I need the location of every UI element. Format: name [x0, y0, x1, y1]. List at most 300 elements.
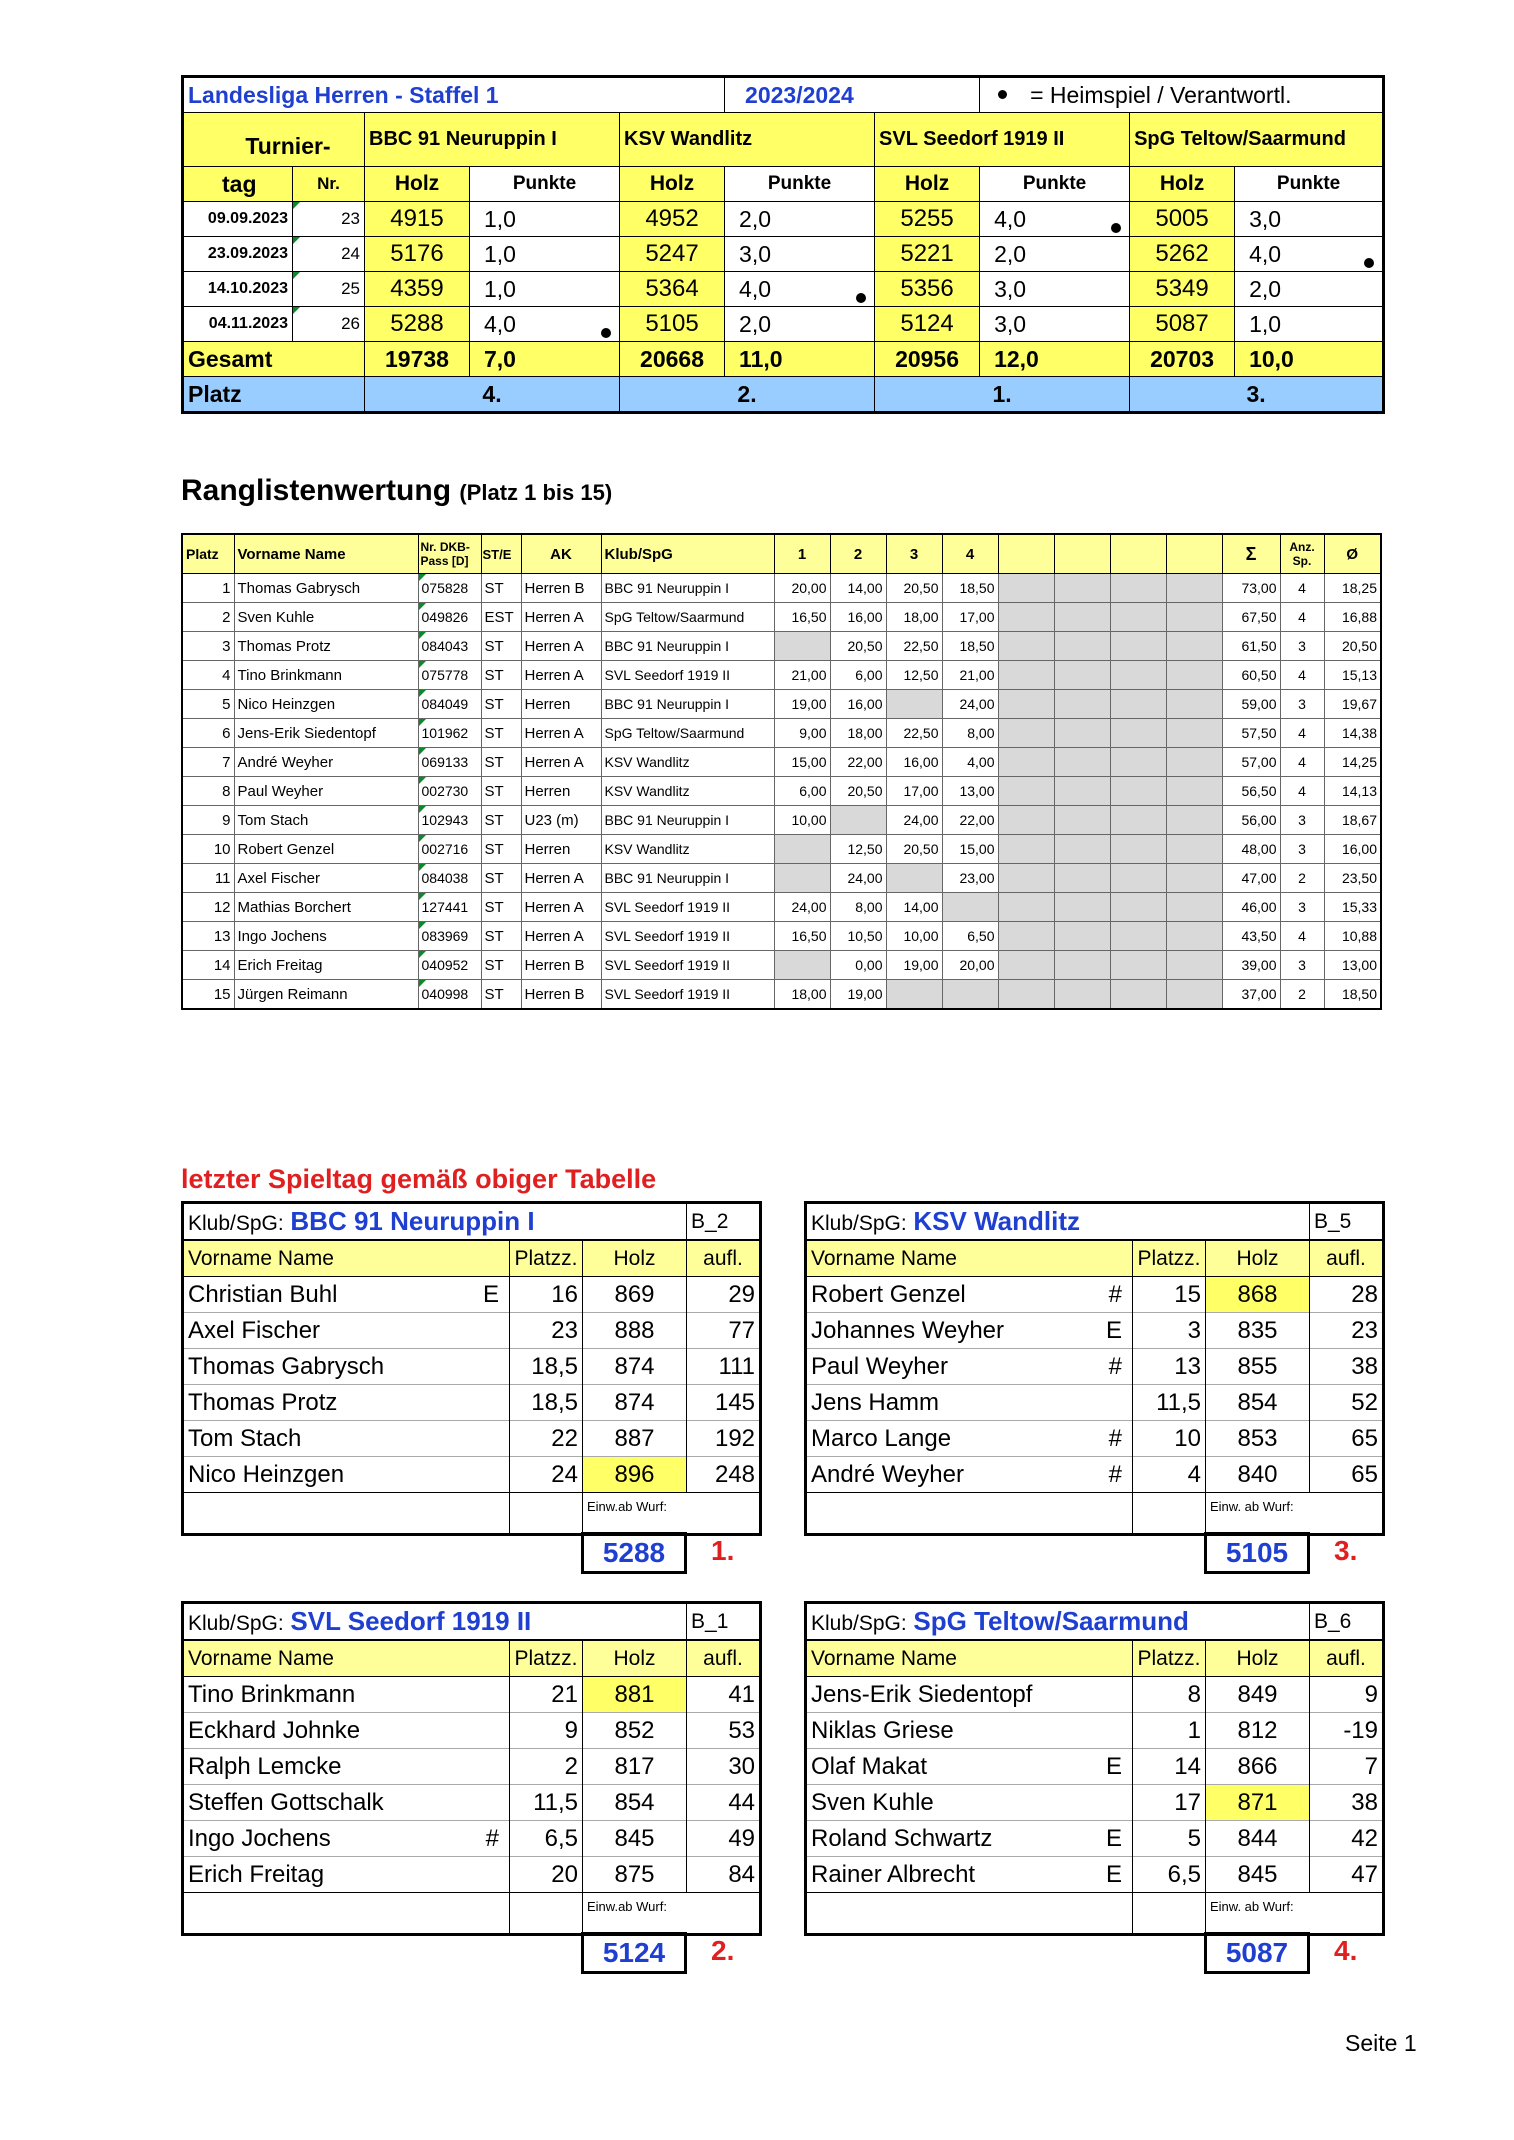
rank-empty — [1166, 835, 1222, 864]
rank-game-3: 22,50 — [886, 719, 942, 748]
rank-empty — [1166, 806, 1222, 835]
rank-avg: 13,00 — [1324, 951, 1381, 980]
player-aufl: 42 — [1310, 1821, 1384, 1857]
rank-st: ST — [481, 690, 521, 719]
rank-game-1: 10,00 — [774, 806, 830, 835]
comment-marker-icon — [419, 864, 426, 871]
player-name: Axel Fischer — [183, 1313, 510, 1349]
rank-empty — [1054, 951, 1110, 980]
player-aufl: 44 — [687, 1785, 761, 1821]
rank-avg: 16,00 — [1324, 835, 1381, 864]
col-platz: Platz — [182, 534, 234, 574]
rank-st: ST — [481, 893, 521, 922]
rank-empty — [1054, 835, 1110, 864]
standings-row — [183, 307, 1384, 342]
rank-game-2: 12,50 — [830, 835, 886, 864]
player-row — [183, 1749, 761, 1785]
ranking-row — [182, 748, 1381, 777]
rank-empty — [1110, 980, 1166, 1010]
player-name: Steffen Gottschalk — [183, 1785, 510, 1821]
rank-empty — [1110, 922, 1166, 951]
ranking-row — [182, 603, 1381, 632]
player-row — [183, 1785, 761, 1821]
rank-sum: 48,00 — [1222, 835, 1280, 864]
rank-game-4 — [942, 980, 998, 1010]
season: 2023/2024 — [725, 77, 980, 113]
rank-empty — [1166, 864, 1222, 893]
player-aufl: 29 — [687, 1277, 761, 1313]
rank-name: Tino Brinkmann — [234, 661, 418, 690]
rank-sum: 47,00 — [1222, 864, 1280, 893]
punkte-cell: 4,0 — [980, 202, 1130, 237]
rank-game-2 — [830, 806, 886, 835]
player-name: Jens Hamm — [806, 1385, 1133, 1421]
match-nr: 26 — [293, 307, 365, 342]
rank-ak: Herren A — [521, 864, 601, 893]
team-bid: B_1 — [687, 1603, 761, 1641]
player-aufl: 111 — [687, 1349, 761, 1385]
rank-empty — [1054, 864, 1110, 893]
foot-empty — [510, 1493, 583, 1535]
player-aufl: 7 — [1310, 1749, 1384, 1785]
rank-anz: 3 — [1280, 951, 1324, 980]
punkte-cell: 3,0 — [980, 307, 1130, 342]
holz-cell: 5005 — [1130, 202, 1235, 237]
holz-cell: 5087 — [1130, 307, 1235, 342]
col-g1: 1 — [774, 534, 830, 574]
platz-value: 1. — [875, 377, 1130, 413]
aufl-header: aufl. — [1310, 1640, 1384, 1677]
rank-empty — [1166, 603, 1222, 632]
holz-cell: 5364 — [620, 272, 725, 307]
rank-empty — [998, 922, 1054, 951]
player-aufl: 65 — [1310, 1457, 1384, 1493]
holz-cell: 5255 — [875, 202, 980, 237]
rank-empty — [1054, 777, 1110, 806]
punkte-cell: 4,0 — [470, 307, 620, 342]
tag-label: tag — [183, 167, 293, 202]
gesamt-label: Gesamt — [183, 342, 365, 377]
comment-marker-icon — [419, 690, 426, 697]
player-row — [183, 1857, 761, 1893]
rank-klub: BBC 91 Neuruppin I — [601, 690, 774, 719]
home-dot-icon — [1111, 223, 1121, 233]
rank-game-4 — [942, 893, 998, 922]
rank-name: Thomas Gabrysch — [234, 574, 418, 603]
rank-empty — [1110, 719, 1166, 748]
player-holz: 849 — [1206, 1677, 1310, 1713]
player-aufl: 38 — [1310, 1349, 1384, 1385]
rank-anz: 2 — [1280, 980, 1324, 1010]
rank-platz: 4 — [182, 661, 234, 690]
rank-empty — [1166, 951, 1222, 980]
player-holz: 869 — [583, 1277, 687, 1313]
rank-platz: 13 — [182, 922, 234, 951]
rank-empty — [1110, 748, 1166, 777]
player-mark: E — [1105, 1752, 1122, 1780]
team-title: Klub/SpG: BBC 91 Neuruppin I — [183, 1203, 687, 1241]
holz-cell: 5262 — [1130, 237, 1235, 272]
punkte-cell: 4,0 — [725, 272, 875, 307]
rank-empty — [1054, 719, 1110, 748]
holz-cell: 5105 — [620, 307, 725, 342]
player-platzz: 14 — [1133, 1749, 1206, 1785]
rank-empty — [998, 951, 1054, 980]
player-name: Olaf Makat E — [806, 1749, 1133, 1785]
rank-platz: 14 — [182, 951, 234, 980]
player-mark: # — [1108, 1352, 1122, 1380]
rank-klub: SVL Seedorf 1919 II — [601, 922, 774, 951]
rank-game-1 — [774, 864, 830, 893]
player-name: Nico Heinzgen — [183, 1457, 510, 1493]
rank-game-3 — [886, 980, 942, 1010]
player-holz: 844 — [1206, 1821, 1310, 1857]
player-aufl: 192 — [687, 1421, 761, 1457]
player-name: Paul Weyher # — [806, 1349, 1133, 1385]
rank-game-3: 14,00 — [886, 893, 942, 922]
player-row — [806, 1857, 1384, 1893]
comment-marker-icon — [419, 574, 426, 581]
standings-row — [183, 202, 1384, 237]
rank-ak: Herren A — [521, 893, 601, 922]
player-platzz: 13 — [1133, 1349, 1206, 1385]
rank-name: Jens-Erik Siedentopf — [234, 719, 418, 748]
player-platzz: 15 — [1133, 1277, 1206, 1313]
rank-st: ST — [481, 806, 521, 835]
punkte-cell: 1,0 — [470, 237, 620, 272]
platzz-header: Platzz. — [510, 1240, 583, 1277]
rank-game-2: 14,00 — [830, 574, 886, 603]
rank-empty — [1110, 690, 1166, 719]
player-platzz: 22 — [510, 1421, 583, 1457]
rank-anz: 4 — [1280, 777, 1324, 806]
col-g3: 3 — [886, 534, 942, 574]
rank-ak: Herren B — [521, 951, 601, 980]
gesamt-punkte: 12,0 — [980, 342, 1130, 377]
holz-cell: 5247 — [620, 237, 725, 272]
player-name: Johannes Weyher E — [806, 1313, 1133, 1349]
col-sum: Σ — [1222, 534, 1280, 574]
rank-name: Ingo Jochens — [234, 922, 418, 951]
team-total: 5288 — [581, 1532, 687, 1574]
rank-game-2: 6,00 — [830, 661, 886, 690]
col-ste: ST/E — [481, 534, 521, 574]
rank-game-2: 16,00 — [830, 603, 886, 632]
team-name: SVL Seedorf 1919 II — [290, 1606, 532, 1636]
rank-platz: 9 — [182, 806, 234, 835]
rank-klub: SpG Teltow/Saarmund — [601, 603, 774, 632]
rank-klub: SpG Teltow/Saarmund — [601, 719, 774, 748]
rank-empty — [1166, 980, 1222, 1010]
standings-row — [183, 272, 1384, 307]
player-platzz: 21 — [510, 1677, 583, 1713]
rank-ak: Herren A — [521, 748, 601, 777]
ranking-title: Ranglistenwertung (Platz 1 bis 15) — [181, 474, 613, 507]
rank-platz: 10 — [182, 835, 234, 864]
player-aufl: 28 — [1310, 1277, 1384, 1313]
rank-avg: 14,38 — [1324, 719, 1381, 748]
player-row — [806, 1785, 1384, 1821]
ranking-row — [182, 864, 1381, 893]
rank-game-3: 20,50 — [886, 835, 942, 864]
rank-empty — [1110, 777, 1166, 806]
rank-st: ST — [481, 632, 521, 661]
player-holz: 888 — [583, 1313, 687, 1349]
player-aufl: 53 — [687, 1713, 761, 1749]
player-holz: 853 — [1206, 1421, 1310, 1457]
rank-anz: 3 — [1280, 632, 1324, 661]
player-aufl: -19 — [1310, 1713, 1384, 1749]
player-platzz: 8 — [1133, 1677, 1206, 1713]
player-holz: 835 — [1206, 1313, 1310, 1349]
rank-name: André Weyher — [234, 748, 418, 777]
rank-empty — [998, 806, 1054, 835]
rank-game-1: 24,00 — [774, 893, 830, 922]
player-aufl: 49 — [687, 1821, 761, 1857]
rank-empty — [1054, 748, 1110, 777]
rank-anz: 3 — [1280, 893, 1324, 922]
rank-platz: 2 — [182, 603, 234, 632]
punkte-label: Punkte — [470, 167, 620, 202]
rank-sum: 43,50 — [1222, 922, 1280, 951]
player-name: Tom Stach — [183, 1421, 510, 1457]
einw-label: Einw.ab Wurf: — [583, 1493, 761, 1535]
ranking-row — [182, 835, 1381, 864]
player-aufl: 41 — [687, 1677, 761, 1713]
rank-empty — [1166, 574, 1222, 603]
platz-label: Platz — [183, 377, 365, 413]
team-lineup-table — [804, 1601, 1385, 1936]
rank-game-3: 22,50 — [886, 632, 942, 661]
player-name: Tino Brinkmann — [183, 1677, 510, 1713]
rank-game-3: 18,00 — [886, 603, 942, 632]
team-total: 5124 — [581, 1932, 687, 1974]
player-row — [806, 1821, 1384, 1857]
rank-empty — [1110, 661, 1166, 690]
ranking-row — [182, 719, 1381, 748]
rank-st: ST — [481, 719, 521, 748]
platzz-header: Platzz. — [1133, 1240, 1206, 1277]
rank-game-4: 20,00 — [942, 951, 998, 980]
player-holz: 852 — [583, 1713, 687, 1749]
rank-sum: 60,50 — [1222, 661, 1280, 690]
rank-sum: 56,50 — [1222, 777, 1280, 806]
player-platzz: 2 — [510, 1749, 583, 1785]
player-mark: E — [1105, 1824, 1122, 1852]
rank-game-4: 23,00 — [942, 864, 998, 893]
punkte-cell: 2,0 — [1235, 272, 1384, 307]
rank-anz: 4 — [1280, 922, 1324, 951]
rank-ak: U23 (m) — [521, 806, 601, 835]
gesamt-punkte: 7,0 — [470, 342, 620, 377]
comment-marker-icon — [293, 202, 300, 209]
rank-game-2: 16,00 — [830, 690, 886, 719]
player-aufl: 52 — [1310, 1385, 1384, 1421]
rank-st: ST — [481, 951, 521, 980]
team-bid: B_2 — [687, 1203, 761, 1241]
rank-game-3 — [886, 690, 942, 719]
holz-cell: 5356 — [875, 272, 980, 307]
comment-marker-icon — [293, 307, 300, 314]
comment-marker-icon — [419, 951, 426, 958]
player-name: Robert Genzel # — [806, 1277, 1133, 1313]
rank-klub: BBC 91 Neuruppin I — [601, 864, 774, 893]
rank-avg: 18,67 — [1324, 806, 1381, 835]
player-row — [806, 1385, 1384, 1421]
rank-game-1 — [774, 632, 830, 661]
player-holz: 874 — [583, 1349, 687, 1385]
comment-marker-icon — [419, 748, 426, 755]
rank-empty — [1110, 893, 1166, 922]
rank-st: ST — [481, 748, 521, 777]
rank-anz: 2 — [1280, 864, 1324, 893]
rank-game-2: 22,00 — [830, 748, 886, 777]
team-name: SpG Teltow/Saarmund — [913, 1606, 1189, 1636]
rank-game-4: 13,00 — [942, 777, 998, 806]
player-holz: 855 — [1206, 1349, 1310, 1385]
rank-game-1 — [774, 835, 830, 864]
home-dot-icon — [1364, 258, 1374, 268]
rank-ak: Herren A — [521, 922, 601, 951]
rank-game-3: 20,50 — [886, 574, 942, 603]
rank-avg: 23,50 — [1324, 864, 1381, 893]
rank-pass: 075778 — [418, 661, 481, 690]
holz-cell: 5176 — [365, 237, 470, 272]
rank-platz: 15 — [182, 980, 234, 1010]
rank-klub: KSV Wandlitz — [601, 777, 774, 806]
rank-empty — [1166, 777, 1222, 806]
col-empty — [1166, 534, 1222, 574]
punkte-cell: 3,0 — [980, 272, 1130, 307]
rank-empty — [998, 777, 1054, 806]
rank-ak: Herren A — [521, 603, 601, 632]
col-empty — [998, 534, 1054, 574]
player-platzz: 10 — [1133, 1421, 1206, 1457]
ranking-row — [182, 806, 1381, 835]
rank-empty — [998, 632, 1054, 661]
team-header: BBC 91 Neuruppin I — [365, 113, 620, 167]
rank-empty — [1110, 835, 1166, 864]
rank-klub: SVL Seedorf 1919 II — [601, 661, 774, 690]
rank-empty — [998, 748, 1054, 777]
rank-game-2: 0,00 — [830, 951, 886, 980]
team-total: 5087 — [1204, 1932, 1310, 1974]
player-aufl: 248 — [687, 1457, 761, 1493]
rank-ak: Herren B — [521, 980, 601, 1010]
rank-pass: 084043 — [418, 632, 481, 661]
team-header: KSV Wandlitz — [620, 113, 875, 167]
player-mark: # — [1108, 1280, 1122, 1308]
rank-game-2: 10,50 — [830, 922, 886, 951]
rank-sum: 57,50 — [1222, 719, 1280, 748]
player-mark: # — [1108, 1460, 1122, 1488]
rank-game-2: 20,50 — [830, 632, 886, 661]
ranking-row — [182, 951, 1381, 980]
rank-game-4: 17,00 — [942, 603, 998, 632]
rank-empty — [1054, 574, 1110, 603]
player-row — [806, 1713, 1384, 1749]
match-date: 14.10.2023 — [183, 272, 293, 307]
rank-empty — [1166, 719, 1222, 748]
player-platzz: 18,5 — [510, 1385, 583, 1421]
rank-platz: 11 — [182, 864, 234, 893]
rank-st: ST — [481, 835, 521, 864]
rank-empty — [1054, 893, 1110, 922]
ranking-row — [182, 893, 1381, 922]
rank-ak: Herren A — [521, 632, 601, 661]
player-holz: 875 — [583, 1857, 687, 1893]
rank-st: ST — [481, 922, 521, 951]
rank-st: ST — [481, 980, 521, 1010]
team-header: SVL Seedorf 1919 II — [875, 113, 1130, 167]
rank-game-1: 16,50 — [774, 603, 830, 632]
punkte-label: Punkte — [1235, 167, 1384, 202]
rank-game-4: 22,00 — [942, 806, 998, 835]
col-pass: Nr. DKB- Pass [D] — [418, 534, 481, 574]
player-holz: 866 — [1206, 1749, 1310, 1785]
rank-empty — [998, 661, 1054, 690]
player-platzz: 6,5 — [510, 1821, 583, 1857]
team-title: Klub/SpG: KSV Wandlitz — [806, 1203, 1310, 1241]
player-platzz: 4 — [1133, 1457, 1206, 1493]
player-row — [806, 1277, 1384, 1313]
rank-pass: 040998 — [418, 980, 481, 1010]
rank-game-3 — [886, 864, 942, 893]
holz-label: Holz — [365, 167, 470, 202]
player-name: Christian Buhl E — [183, 1277, 510, 1313]
player-platzz: 24 — [510, 1457, 583, 1493]
comment-marker-icon — [419, 835, 426, 842]
rank-game-4: 21,00 — [942, 661, 998, 690]
player-name: Sven Kuhle — [806, 1785, 1133, 1821]
rank-platz: 6 — [182, 719, 234, 748]
rank-ak: Herren A — [521, 719, 601, 748]
rank-platz: 5 — [182, 690, 234, 719]
player-holz: 881 — [583, 1677, 687, 1713]
holz-label: Holz — [1130, 167, 1235, 202]
rank-game-2: 8,00 — [830, 893, 886, 922]
col-anz: Anz. Sp. — [1280, 534, 1324, 574]
rank-game-4: 8,00 — [942, 719, 998, 748]
rank-game-3: 16,00 — [886, 748, 942, 777]
punkte-cell: 4,0 — [1235, 237, 1384, 272]
holz-cell: 4952 — [620, 202, 725, 237]
rank-anz: 3 — [1280, 690, 1324, 719]
einw-label: Einw.ab Wurf: — [583, 1893, 761, 1935]
holz-cell: 5288 — [365, 307, 470, 342]
team-rank: 3. — [1334, 1535, 1358, 1566]
rank-game-3: 24,00 — [886, 806, 942, 835]
col-klub: Klub/SpG — [601, 534, 774, 574]
player-holz: 871 — [1206, 1785, 1310, 1821]
rank-klub: BBC 91 Neuruppin I — [601, 806, 774, 835]
player-row — [183, 1385, 761, 1421]
name-header: Vorname Name — [183, 1240, 510, 1277]
foot-empty — [1133, 1893, 1206, 1935]
match-date: 04.11.2023 — [183, 307, 293, 342]
standings-row — [183, 237, 1384, 272]
player-platzz: 3 — [1133, 1313, 1206, 1349]
holz-cell: 5221 — [875, 237, 980, 272]
player-row — [183, 1713, 761, 1749]
rank-ak: Herren — [521, 835, 601, 864]
comment-marker-icon — [419, 719, 426, 726]
team-lineup-table — [804, 1201, 1385, 1536]
rank-empty — [1054, 922, 1110, 951]
player-row — [806, 1677, 1384, 1713]
player-aufl: 84 — [687, 1857, 761, 1893]
player-aufl: 38 — [1310, 1785, 1384, 1821]
